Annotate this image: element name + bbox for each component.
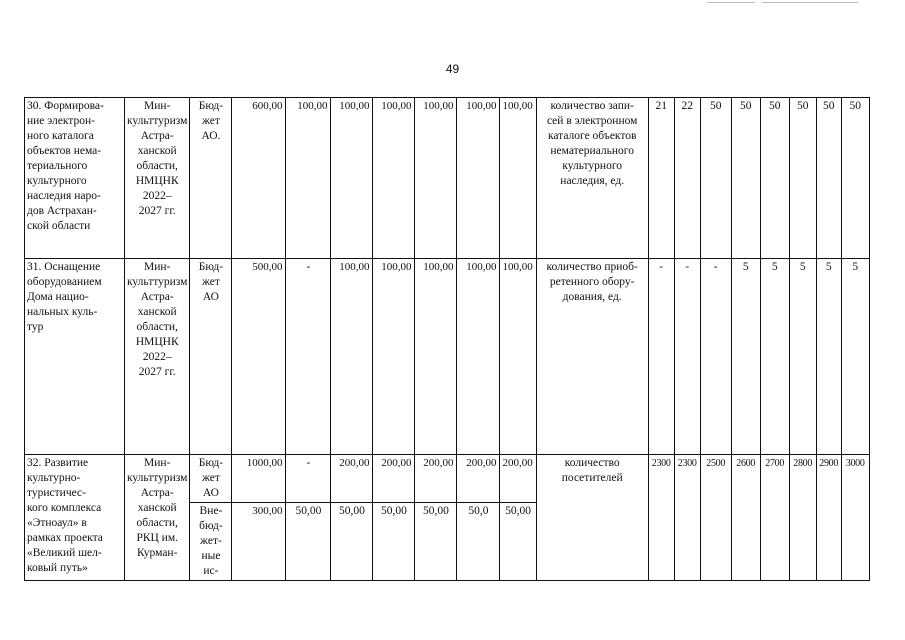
amount-cell: 600,00 bbox=[232, 98, 286, 259]
indicator-value: 5 bbox=[789, 259, 816, 455]
amount-cell: 100,00 bbox=[415, 259, 457, 455]
table-row bbox=[25, 98, 870, 259]
indicator-value: 50 bbox=[700, 98, 731, 259]
indicator-value: 22 bbox=[674, 98, 700, 259]
indicator-value: - bbox=[700, 259, 731, 455]
amount-cell: 500,00 bbox=[232, 259, 286, 455]
indicator-value: 50 bbox=[789, 98, 816, 259]
indicator-value: 2900 bbox=[816, 455, 841, 581]
funding-source: Вне- бюд- жет- ные ис- bbox=[190, 503, 232, 581]
amount-cell: 100,00 bbox=[500, 259, 536, 455]
indicator-value: 2700 bbox=[760, 455, 789, 581]
amount-cell: - bbox=[286, 455, 331, 503]
executor: Мин- культтуризм Астра- ханской области, НМЦНК 2022– 2027 гг. bbox=[125, 259, 190, 455]
indicator-value: 3000 bbox=[841, 455, 869, 581]
page-number: 49 bbox=[445, 62, 460, 76]
executor: Мин- культтуризм Астра- ханской области, НМЦНК 2022– 2027 гг. bbox=[125, 98, 190, 259]
indicator: количество запи- сей в электронном каталоге объектов нематериального культурного наследия, ед. bbox=[536, 98, 648, 259]
amount-cell: 300,00 bbox=[232, 503, 286, 581]
scan-edge-mark bbox=[707, 2, 755, 3]
indicator-value: 5 bbox=[841, 259, 869, 455]
indicator-value: - bbox=[648, 259, 674, 455]
amount-cell: 200,00 bbox=[331, 455, 373, 503]
indicator-value: 5 bbox=[816, 259, 841, 455]
measure-name: 32. Развитие культурно- туристичес- кого комплекса «Этноаул» в рамках проекта «Великий шел- ковый путь» bbox=[25, 455, 125, 581]
indicator: количество посетителей bbox=[536, 455, 648, 581]
amount-cell: 100,00 bbox=[286, 98, 331, 259]
amount-cell: 100,00 bbox=[331, 259, 373, 455]
indicator-value: 2300 bbox=[648, 455, 674, 581]
indicator-value: 50 bbox=[760, 98, 789, 259]
table-row bbox=[25, 259, 870, 455]
amount-cell: 100,00 bbox=[373, 259, 415, 455]
amount-cell: 100,00 bbox=[457, 98, 500, 259]
indicator-value: 50 bbox=[731, 98, 760, 259]
measure-name: 30. Формирова- ние электрон- ного каталога объектов нема- териального культурного наследия наро- дов Астрахан- ской области bbox=[25, 98, 125, 259]
indicator-value: 5 bbox=[760, 259, 789, 455]
scan-edge-mark bbox=[762, 2, 858, 3]
amount-cell: 100,00 bbox=[500, 98, 536, 259]
amount-cell: 1000,00 bbox=[232, 455, 286, 503]
indicator-value: 2300 bbox=[674, 455, 700, 581]
amount-cell: 50,00 bbox=[373, 503, 415, 581]
funding-source: Бюд- жет АО bbox=[190, 259, 232, 455]
amount-cell: 50,00 bbox=[286, 503, 331, 581]
amount-cell: 100,00 bbox=[331, 98, 373, 259]
amount-cell: 200,00 bbox=[415, 455, 457, 503]
indicator-value: 2800 bbox=[789, 455, 816, 581]
table-row bbox=[25, 455, 870, 503]
indicator-value: 2500 bbox=[700, 455, 731, 581]
amount-cell: - bbox=[286, 259, 331, 455]
program-table bbox=[24, 97, 870, 581]
amount-cell: 200,00 bbox=[457, 455, 500, 503]
amount-cell: 100,00 bbox=[457, 259, 500, 455]
funding-source: Бюд- жет АО bbox=[190, 455, 232, 503]
measure-name: 31. Оснащение оборудованием Дома нацио- нальных куль- тур bbox=[25, 259, 125, 455]
amount-cell: 50,00 bbox=[500, 503, 536, 581]
indicator-value: 50 bbox=[816, 98, 841, 259]
funding-source: Бюд- жет АО. bbox=[190, 98, 232, 259]
indicator-value: 2600 bbox=[731, 455, 760, 581]
amount-cell: 50,00 bbox=[415, 503, 457, 581]
amount-cell: 200,00 bbox=[500, 455, 536, 503]
amount-cell: 50,00 bbox=[331, 503, 373, 581]
executor: Мин- культтуризм Астра- ханской области, РКЦ им. Курман- bbox=[125, 455, 190, 581]
indicator-value: 5 bbox=[731, 259, 760, 455]
indicator: количество приоб- ретенного обору- дования, ед. bbox=[536, 259, 648, 455]
indicator-value: - bbox=[674, 259, 700, 455]
amount-cell: 200,00 bbox=[373, 455, 415, 503]
indicator-value: 21 bbox=[648, 98, 674, 259]
amount-cell: 50,0 bbox=[457, 503, 500, 581]
indicator-value: 50 bbox=[841, 98, 869, 259]
amount-cell: 100,00 bbox=[373, 98, 415, 259]
amount-cell: 100,00 bbox=[415, 98, 457, 259]
